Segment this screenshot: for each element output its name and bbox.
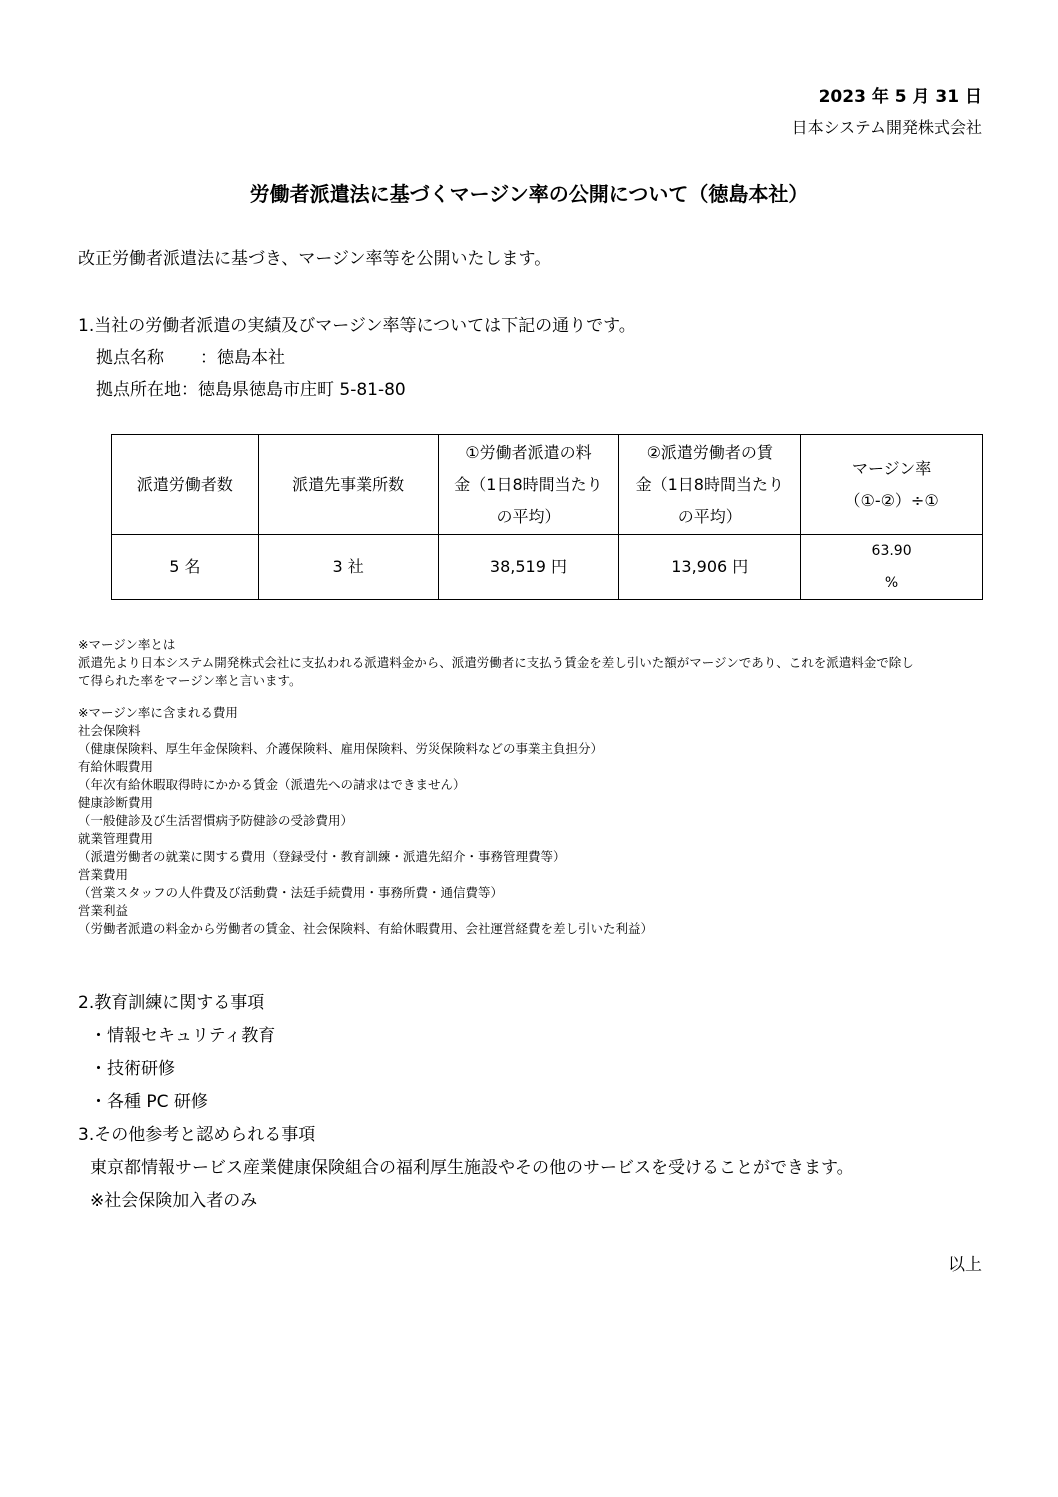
header-rate-line2: （①-②）÷① (844, 490, 939, 510)
header-fee-line1: ①労働者派遣の料 (465, 442, 592, 462)
section3-body: 東京都情報サービス産業健康保険組合の福利厚生施設やその他のサービスを受けることができます。 (90, 1158, 854, 1178)
rate-unit: % (884, 575, 899, 591)
page-title: 労働者派遣法に基づくマージン率の公開について（徳島本社） (249, 182, 809, 206)
header-wage-line1: ②派遣労働者の賃 (646, 442, 773, 462)
cost-item-detail: （派遣労働者の就業に関する費用（登録受付・教育訓練・派遣先紹介・事務管理費等） (78, 849, 566, 864)
header-wage (619, 435, 801, 535)
training-item: ・各種 PC 研修 (90, 1092, 208, 1112)
cell-wage: 13,906 円 (619, 535, 801, 600)
base-name (96, 343, 285, 368)
cost-item-name: 就業管理費用 (78, 831, 154, 846)
notes-block (78, 636, 988, 938)
base-name-label: 拠点名称 (96, 348, 164, 368)
cost-item-name: 健康診断費用 (78, 795, 154, 810)
definition-line2: て得られた率をマージン率と言います。 (78, 673, 302, 688)
rate-value: 63.90 (871, 543, 912, 559)
table-header-row (112, 435, 983, 535)
header-workers: 派遣労働者数 (112, 435, 259, 535)
section3-note: ※社会保険加入者のみ (90, 1191, 258, 1211)
margin-rate-table (111, 434, 983, 600)
cost-item-name: 社会保険料 (78, 723, 141, 738)
cost-item-name: 営業費用 (78, 867, 129, 882)
document-date: 2023 年 5 月 31 日 (818, 87, 982, 107)
cell-fee: 38,519 円 (438, 535, 619, 600)
cost-item-detail: （一般健診及び生活習慣病予防健診の受診費用） (78, 813, 354, 828)
cell-sites: 3 社 (258, 535, 438, 600)
section1-heading: 1.当社の労働者派遣の実績及びマージン率等については下記の通りです。 (78, 316, 636, 336)
header-wage-line2: 金（1日8時間当たり (635, 474, 784, 494)
cost-item-detail: （年次有給休暇取得時にかかる賃金（派遣先への請求はできません） (78, 777, 466, 792)
company-name: 日本システム開発株式会社 (791, 118, 982, 137)
header-sites: 派遣先事業所数 (258, 435, 438, 535)
definition-line1: 派遣先より日本システム開発株式会社に支払われる派遣料金から、派遣労働者に支払う賃金を差し引いた額がマージンであり、これを派遣料金で除し (78, 655, 914, 670)
header-fee (438, 435, 619, 535)
header-rate (801, 435, 983, 535)
section3-heading: 3.その他参考と認められる事項 (78, 1125, 316, 1145)
header-rate-line1: マージン率 (851, 458, 932, 478)
training-item: ・情報セキュリティ教育 (90, 1026, 276, 1046)
header-fee-line2: 金（1日8時間当たり (454, 474, 603, 494)
section2-heading: 2.教育訓練に関する事項 (78, 993, 265, 1013)
training-item: ・技術研修 (90, 1059, 175, 1079)
cost-item-name: 営業利益 (78, 903, 129, 918)
cell-rate (801, 535, 983, 600)
base-address: 拠点所在地：徳島県徳島市庄町 5-81-80 (96, 380, 406, 400)
intro-text: 改正労働者派遣法に基づき、マージン率等を公開いたします。 (78, 249, 552, 269)
cost-item-detail: （営業スタッフの人件費及び活動費・法廷手続費用・事務所費・通信費等） (78, 885, 504, 900)
header-wage-line3: の平均） (677, 506, 742, 526)
cost-item-name: 有給休暇費用 (78, 759, 154, 774)
definition-heading: ※マージン率とは (78, 637, 176, 652)
cost-item-detail: （労働者派遣の料金から労働者の賃金、社会保険料、有給休暇費用、会社運営経費を差し引いた利益） (78, 921, 654, 936)
cost-item-detail: （健康保険料、厚生年金保険料、介護保険料、雇用保険料、労災保険料などの事業主負担分） (78, 741, 604, 756)
costs-heading: ※マージン率に含まれる費用 (78, 705, 238, 720)
table-row (112, 535, 983, 600)
base-name-value: ：徳島本社 (200, 348, 285, 368)
closing-mark: 以上 (948, 1255, 982, 1275)
cell-workers: 5 名 (112, 535, 259, 600)
header-fee-line3: の平均） (496, 506, 561, 526)
